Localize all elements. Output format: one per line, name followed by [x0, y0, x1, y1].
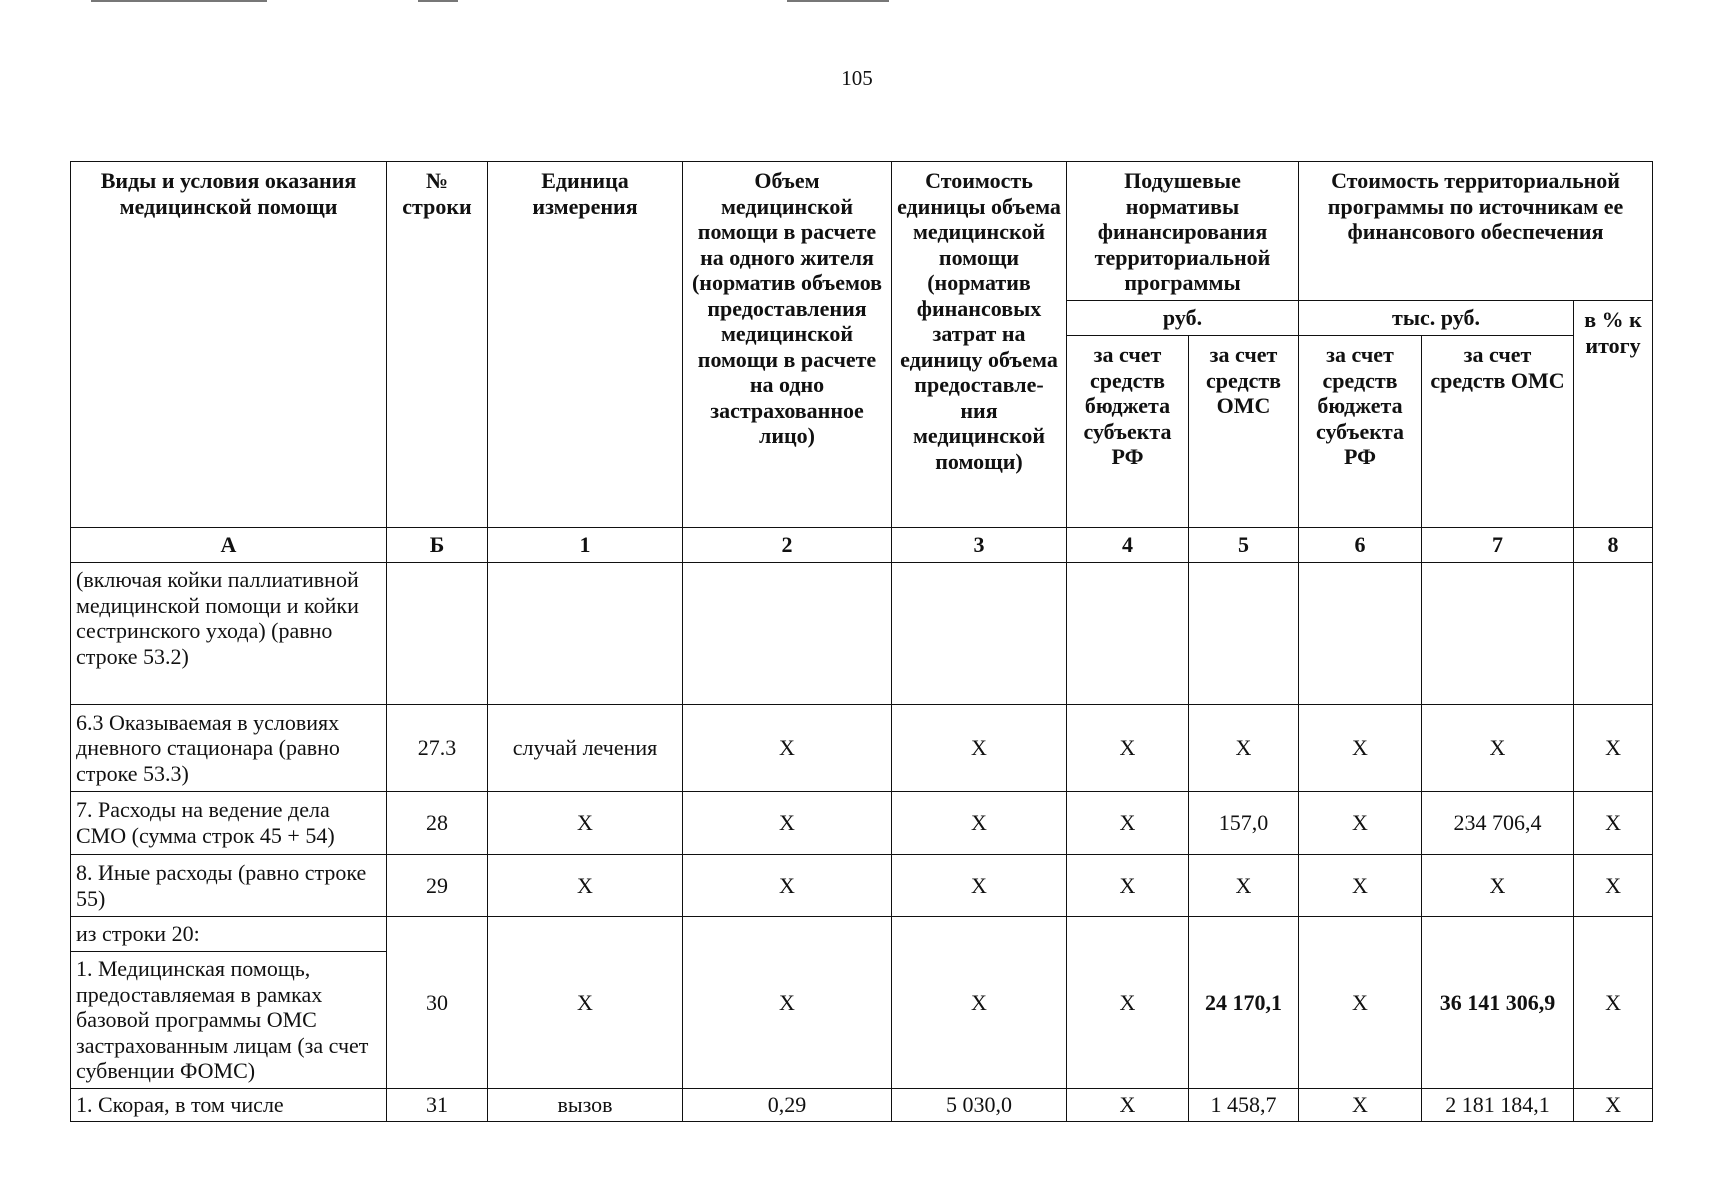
oms-rub-cell: 157,0 — [1189, 792, 1299, 855]
row-number-cell: 31 — [387, 1089, 488, 1122]
oms-rub-cell: Х — [1189, 855, 1299, 917]
row-name: 8. Иные расходы (равно строке 55) — [71, 855, 387, 917]
percent-cell — [1574, 563, 1653, 705]
unit-cell: Х — [488, 917, 683, 1089]
row-name: 1. Медицинская помощь, предоставляемая в рамках базовой программы ОМС застрахованным лицам (за счет субвенции ФОМС) — [71, 952, 387, 1089]
budget-thous-cell: Х — [1299, 792, 1422, 855]
header-budget-thous: за счет средств бюджета субъекта РФ — [1299, 336, 1422, 528]
budget-thous-cell: Х — [1299, 1089, 1422, 1122]
header-row-number: № строки — [387, 162, 488, 528]
row-name: 1. Скорая, в том числе — [71, 1089, 387, 1122]
header-budget-rub: за счет средств бюджета субъекта РФ — [1067, 336, 1189, 528]
header-oms-rub: за счет средств ОМС — [1189, 336, 1299, 528]
budget-rub-cell: Х — [1067, 855, 1189, 917]
volume-cell: 0,29 — [683, 1089, 892, 1122]
table-row — [71, 705, 1653, 792]
colnum-1: 1 — [488, 528, 683, 563]
oms-thous-cell: 2 181 184,1 — [1422, 1089, 1574, 1122]
volume-cell — [683, 563, 892, 705]
oms-rub-cell: Х — [1189, 705, 1299, 792]
volume-cell: Х — [683, 792, 892, 855]
budget-rub-cell — [1067, 563, 1189, 705]
unit-cell: случай лечения — [488, 705, 683, 792]
unit-cost-cell: Х — [892, 855, 1067, 917]
percent-cell: Х — [1574, 917, 1653, 1089]
header-percent-total: в % к итогу — [1574, 301, 1653, 528]
header-per-capita: Подушевые нормативы финансирования территориальной программы — [1067, 162, 1299, 301]
unit-cell — [488, 563, 683, 705]
budget-thous-cell: Х — [1299, 855, 1422, 917]
colnum-a: А — [71, 528, 387, 563]
budget-rub-cell: Х — [1067, 705, 1189, 792]
colnum-3: 3 — [892, 528, 1067, 563]
percent-cell: Х — [1574, 705, 1653, 792]
table-row — [71, 563, 1653, 705]
budget-thous-cell: Х — [1299, 705, 1422, 792]
header-unit: Единица измерения — [488, 162, 683, 528]
table-row — [71, 1089, 1653, 1122]
percent-cell: Х — [1574, 1089, 1653, 1122]
row-name: 6.3 Оказываемая в условиях дневного стационара (равно строке 53.3) — [71, 705, 387, 792]
colnum-b: Б — [387, 528, 488, 563]
oms-thous-cell: Х — [1422, 855, 1574, 917]
header-kinds-conditions: Виды и условия оказания медицинской помощи — [71, 162, 387, 528]
colnum-7: 7 — [1422, 528, 1574, 563]
row-number-cell: 29 — [387, 855, 488, 917]
colnum-8: 8 — [1574, 528, 1653, 563]
oms-thous-cell: 234 706,4 — [1422, 792, 1574, 855]
header-program-cost: Стоимость территориальной программы по источникам ее финансового обеспечения — [1299, 162, 1653, 301]
colnum-5: 5 — [1189, 528, 1299, 563]
unit-cost-cell: Х — [892, 705, 1067, 792]
unit-cell: Х — [488, 792, 683, 855]
header-volume: Объем медицинской помощи в расчете на одного жителя (норматив объемов предоставления медицинской помощи в расчете на одно застрахованное лицо) — [683, 162, 892, 528]
header-thous-rub: тыс. руб. — [1299, 301, 1574, 336]
page-number: 105 — [841, 66, 873, 90]
unit-cell: вызов — [488, 1089, 683, 1122]
header-rub: руб. — [1067, 301, 1299, 336]
top-rule-3 — [787, 0, 889, 2]
header-oms-thous: за счет средств ОМС — [1422, 336, 1574, 528]
table-row — [71, 792, 1653, 855]
volume-cell: Х — [683, 705, 892, 792]
budget-rub-cell: Х — [1067, 917, 1189, 1089]
unit-cost-cell — [892, 563, 1067, 705]
row-name: 7. Расходы на ведение дела СМО (сумма строк 45 + 54) — [71, 792, 387, 855]
volume-cell: Х — [683, 917, 892, 1089]
oms-thous-cell: 36 141 306,9 — [1422, 917, 1574, 1089]
top-rule-2 — [418, 0, 458, 2]
oms-rub-cell: 24 170,1 — [1189, 917, 1299, 1089]
row-subheading: из строки 20: — [71, 917, 387, 952]
oms-rub-cell: 1 458,7 — [1189, 1089, 1299, 1122]
oms-rub-cell — [1189, 563, 1299, 705]
oms-thous-cell: Х — [1422, 705, 1574, 792]
row-number-cell: 28 — [387, 792, 488, 855]
row-number-cell: 27.3 — [387, 705, 488, 792]
financing-table — [70, 161, 1653, 1122]
unit-cost-cell: 5 030,0 — [892, 1089, 1067, 1122]
volume-cell: Х — [683, 855, 892, 917]
header-row-1 — [71, 162, 1653, 301]
colnum-4: 4 — [1067, 528, 1189, 563]
colnum-2: 2 — [683, 528, 892, 563]
budget-rub-cell: Х — [1067, 792, 1189, 855]
table-row — [71, 855, 1653, 917]
budget-thous-cell — [1299, 563, 1422, 705]
unit-cost-cell: Х — [892, 917, 1067, 1089]
top-rule-1 — [91, 0, 267, 2]
percent-cell: Х — [1574, 855, 1653, 917]
column-numbers-row — [71, 528, 1653, 563]
unit-cell: Х — [488, 855, 683, 917]
unit-cost-cell: Х — [892, 792, 1067, 855]
percent-cell: Х — [1574, 792, 1653, 855]
row-number-cell — [387, 563, 488, 705]
row-name: (включая койки паллиативной медицинской помощи и койки сестринского ухода) (равно строке 53.2) — [71, 563, 387, 705]
header-unit-cost: Стоимость единицы объема медицинской помощи (норматив финансовых затрат на единицу объема предоставле-ния медицинской помощи) — [892, 162, 1067, 528]
budget-thous-cell: Х — [1299, 917, 1422, 1089]
budget-rub-cell: Х — [1067, 1089, 1189, 1122]
oms-thous-cell — [1422, 563, 1574, 705]
table-row — [71, 917, 1653, 952]
row-number-cell: 30 — [387, 917, 488, 1089]
colnum-6: 6 — [1299, 528, 1422, 563]
